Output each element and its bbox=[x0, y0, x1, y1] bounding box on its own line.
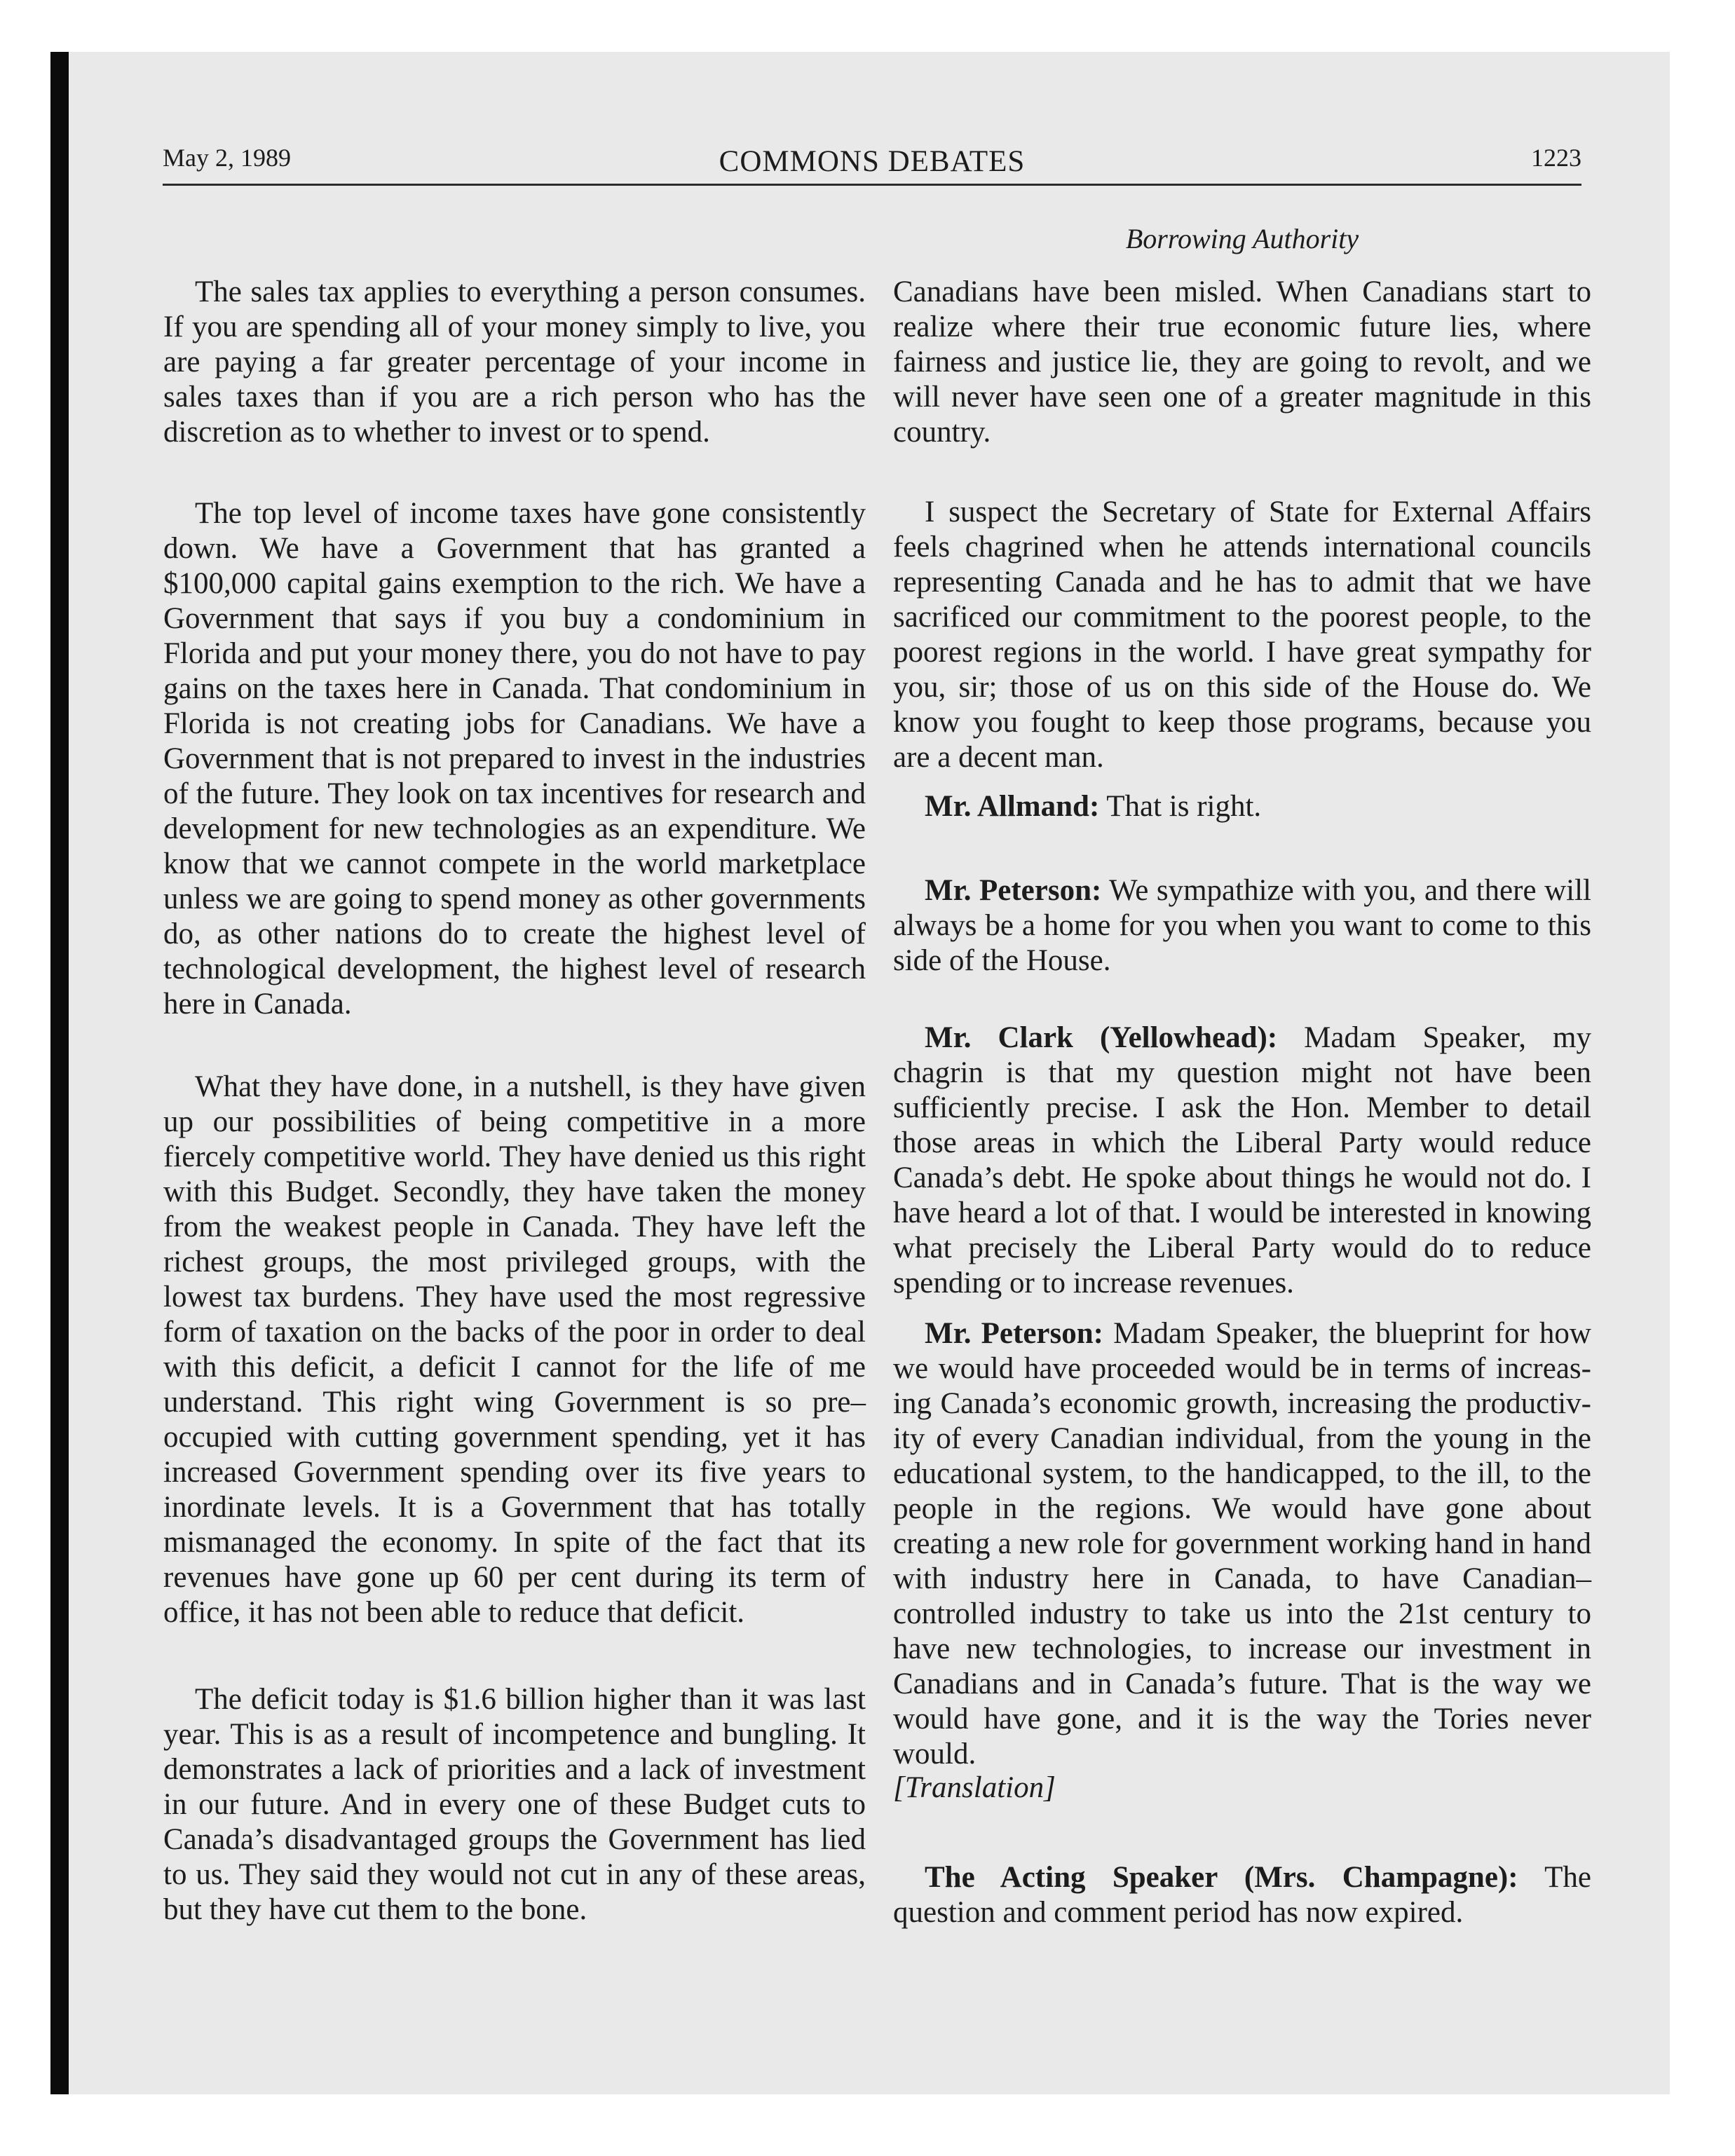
speaker-name: Mr. Peterson: bbox=[925, 874, 1102, 907]
statement-peterson-1: Mr. Peterson: We sympathize with you, and there will always be a home for you when you want to come to this side of the House. bbox=[893, 874, 1591, 977]
statement-allmand: Mr. Allmand: That is right. bbox=[925, 790, 1262, 823]
speaker-name: Mr. Peterson: bbox=[925, 1317, 1103, 1350]
statement-clark: Mr. Clark (Yellowhead): Madam Speaker, my chagrin is that my question might not have been sufficiently precise. I ask the Hon. Member to detail those areas in which the Liberal Party would reduce Canada’s debt. He spoke about things he would not do. I have heard a lot of that. I would be interested in knowing what precisely the Liberal Party would do to reduce spending or to increase revenues. bbox=[893, 1021, 1591, 1299]
statement-peterson-2: Mr. Peterson: Madam Speaker, the blueprint for how we would have proceeded would be in terms of increasing Canada’s economic growth, increasing the productivity of every Canadian individual, from the young in the educational system, to the handicapped, to the ill, to the people in the regions. We would have gone about creating a new role for government working hand in hand with industry here in Canada, to have Canadian–controlled industry to take us into the 21st century to have new technologies, to increase our investment in Canadians and in Canada’s future. That is the way we would have gone, and it is the way the Tories never would. bbox=[893, 1317, 1591, 1770]
left-paragraph-1: The sales tax applies to everything a person consumes. If you are spending all of your money simply to live, you are paying a far greater percentage of your income in sales taxes than if you are a rich person who has the discretion as to whether to invest or to spend. bbox=[163, 275, 866, 449]
speaker-name: The Acting Speaker (Mrs. Champagne): bbox=[925, 1861, 1518, 1894]
translation-note: [Translation] bbox=[893, 1771, 1056, 1804]
right-paragraph-2: I suspect the Secretary of State for External Affairs feels chagrined when he attends international councils representing Canada and he has to admit that we have sacrificed our commitment to the poorest people, to the poorest regions in the world. I have great sympathy for you, sir; those of us on this side of the House do. We know you fought to keep those programs, because you are a decent man. bbox=[893, 496, 1591, 774]
statement-acting-speaker: The Acting Speaker (Mrs. Champagne): The question and comment period has now expired. bbox=[893, 1861, 1592, 1929]
header-date: May 2, 1989 bbox=[163, 144, 291, 172]
page-header bbox=[163, 140, 1581, 186]
speaker-name: Mr. Allmand: bbox=[925, 790, 1100, 823]
running-head: Borrowing Authority bbox=[1125, 223, 1359, 254]
scan-binding-edge bbox=[50, 52, 69, 2094]
header-page-number: 1223 bbox=[1531, 144, 1581, 172]
left-paragraph-2: The top level of income taxes have gone consistently down. We have a Government that has granted a $100,000 capital gains exemption to the rich. We have a Government that says if you buy a condominium in Florida and put your money there, you do not have to pay gains on the taxes here in Canada. That condominium in Florida is not creating jobs for Canadians. We have a Government that is not prepared to invest in the industries of the future. They look on tax incentives for research and development for new technologies as an expenditure. We know that we cannot compete in the world marketplace unless we are going to spend money as other governments do, as other nations do to create the highest level of technological development, the highest level of research here in Canada. bbox=[163, 497, 866, 1021]
left-paragraph-4: The deficit today is $1.6 billion higher than it was last year. This is as a result of incompetence and bungling. It demonstrates a lack of priorities and a lack of investment in our future. And in every one of these Budget cuts to Canada’s disadvantaged groups the Government has lied to us. They said they would not cut in any of these areas, but they have cut them to the bone. bbox=[163, 1683, 866, 1926]
right-paragraph-1: Canadians have been misled. When Canadians start to realize where their true economic future lies, where fairness and justice lie, they are going to revolt, and we will never have seen one of a greater magnitude in this country. bbox=[893, 275, 1591, 449]
left-paragraph-3: What they have done, in a nutshell, is they have given up our possibilities of being competitive in a more fiercely competitive world. They have denied us this right with this Budget. Secondly, they have taken the money from the weakest people in Canada. They have left the richest groups, the most privileged groups, with the lowest tax burdens. They have used the most regressive form of taxation on the backs of the poor in order to deal with this deficit, a deficit I cannot for the life of me understand. This right wing Government is so pre–occupied with cutting government spending, yet it has increased Government spending over its five years to inordinate levels. It is a Government that has totally mismanaged the economy. In spite of the fact that its revenues have gone up 60 per cent during its term of office, it has not been able to reduce that deficit. bbox=[163, 1070, 866, 1629]
header-title: COMMONS DEBATES bbox=[719, 145, 1026, 178]
speaker-name: Mr. Clark (Yellowhead): bbox=[925, 1021, 1278, 1054]
